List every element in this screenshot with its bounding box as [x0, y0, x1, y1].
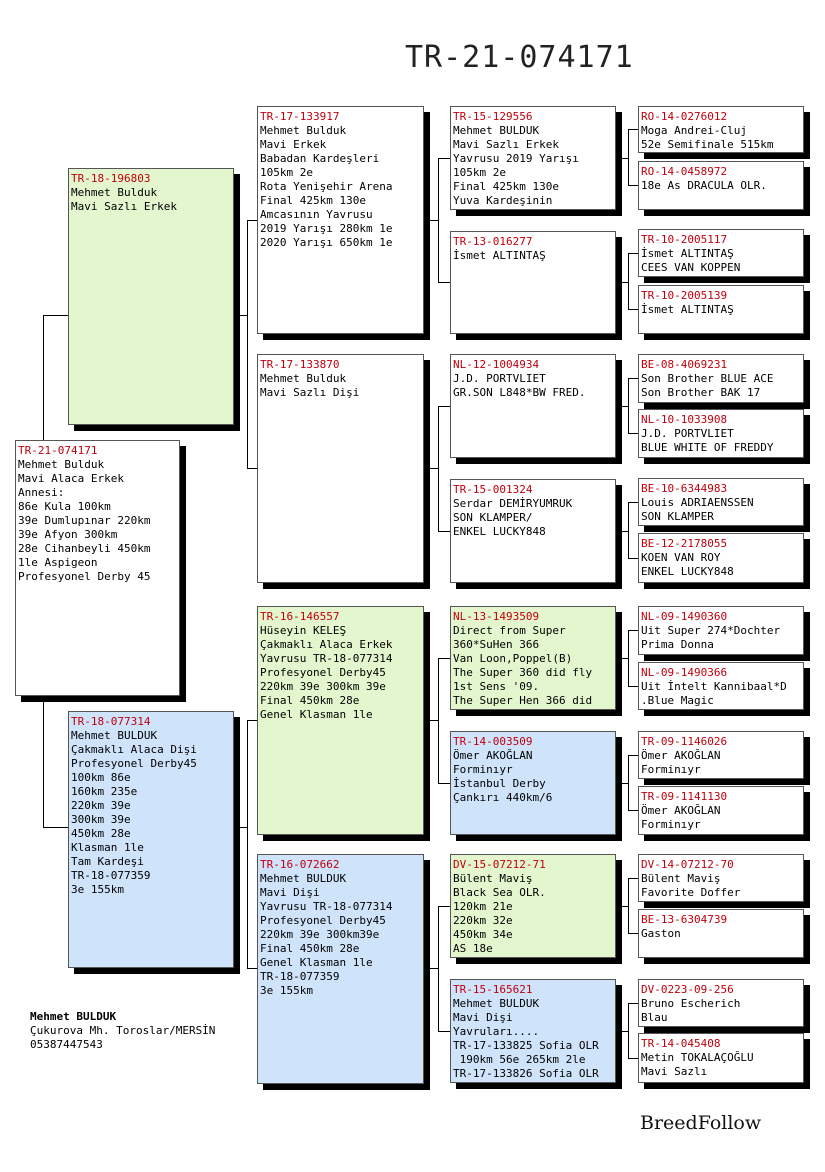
- pigeon-info-line: İsmet ALTINTAŞ: [641, 247, 734, 260]
- pigeon-info-line: Mehmet BULDUK: [453, 997, 540, 1010]
- pigeon-info-line: J.D. PORTVLIET: [453, 372, 546, 385]
- pigeon-info-line: Mavi Dişi: [453, 1011, 513, 1024]
- connector-line: [616, 1031, 628, 1032]
- pigeon-card-great-great-grandparent[interactable]: [638, 731, 804, 779]
- pigeon-card-grandparent[interactable]: [257, 854, 424, 1084]
- connector-line: [234, 827, 247, 828]
- pigeon-info-line: KOEN VAN ROY: [641, 551, 721, 564]
- pigeon-info-line: İsmet ALTINTAŞ: [641, 303, 734, 316]
- connector-line: [616, 531, 628, 532]
- pigeon-info-line: Mavi Erkek: [260, 138, 327, 151]
- ring-number: NL-09-1490366: [641, 666, 728, 679]
- ring-number: BE-10-6344983: [641, 482, 728, 495]
- connector-line: [438, 658, 450, 659]
- pigeon-info-line: Yuva Kardeşinin: [453, 194, 553, 207]
- pigeon-info-line: Bülent Maviş: [453, 872, 533, 885]
- ring-number: RO-14-0458972: [641, 165, 728, 178]
- owner-address: Çukurova Mh. Toroslar/MERSİN: [30, 1024, 216, 1037]
- brand-logo: BreedFollow: [640, 1112, 762, 1134]
- ring-number: TR-15-001324: [453, 483, 533, 496]
- pigeon-info-line: Amcasının Yavrusu: [260, 208, 373, 221]
- connector-line: [247, 720, 248, 968]
- pigeon-info-line: Forminıyr: [453, 763, 513, 776]
- connector-line: [247, 220, 257, 221]
- pigeon-info-line: Babadan Kardeşleri: [260, 152, 380, 165]
- connector-line: [438, 906, 450, 907]
- connector-line: [438, 282, 450, 283]
- connector-line: [628, 810, 638, 811]
- connector-line: [628, 129, 638, 130]
- pigeon-info-line: Final 425km 130e: [453, 180, 559, 193]
- pigeon-info-line: Mehmet Bulduk: [260, 372, 347, 385]
- pigeon-info-line: Mavi Alaca Erkek: [18, 472, 124, 485]
- owner-name: Mehmet BULDUK: [30, 1010, 117, 1023]
- ring-number: TR-21-074171: [18, 444, 98, 457]
- pigeon-info-line: ENKEL LUCKY848: [641, 565, 734, 578]
- pigeon-card-great-great-grandparent[interactable]: [638, 1033, 804, 1083]
- pigeon-card-great-grandparent[interactable]: [450, 479, 616, 583]
- pigeon-info-line: 1le Aspigeon: [18, 556, 98, 569]
- pigeon-card-great-great-grandparent[interactable]: [638, 533, 804, 583]
- pigeon-info-line: 2020 Yarışı 650km 1e: [260, 236, 393, 249]
- pigeon-info-line: Gaston: [641, 927, 681, 940]
- pigeon-card-great-grandparent[interactable]: [450, 231, 616, 334]
- pigeon-card-grandparent[interactable]: [257, 606, 424, 835]
- pigeon-info-line: Black Sea OLR.: [453, 886, 546, 899]
- pigeon-info-line: Yavrusu 2019 Yarışı: [453, 152, 579, 165]
- pigeon-info-line: Mavi Sazlı Erkek: [71, 200, 177, 213]
- connector-line: [628, 878, 638, 879]
- connector-line: [438, 158, 439, 282]
- pigeon-info-line: 100km 86e: [71, 771, 131, 784]
- connector-line: [43, 827, 68, 828]
- pigeon-info-line: Final 450km 28e: [260, 942, 360, 955]
- pigeon-card-great-great-grandparent[interactable]: [638, 409, 804, 458]
- pigeon-info-line: Genel Klasman 1le: [260, 708, 373, 721]
- pigeon-card-grandparent[interactable]: [257, 354, 424, 583]
- pigeon-info-line: Son Brother BAK 17: [641, 386, 761, 399]
- pigeon-info-line: 450km 28e: [71, 827, 131, 840]
- pigeon-info-line: Favorite Doffer: [641, 886, 741, 899]
- connector-line: [628, 630, 638, 631]
- pigeon-info-line: Tam Kardeşi: [71, 855, 144, 868]
- pigeon-info-line: Çakmaklı Alaca Erkek: [260, 638, 393, 651]
- pigeon-info-line: Çankırı 440km/6: [453, 791, 553, 804]
- pigeon-info-line: Ömer AKOĞLAN: [641, 749, 721, 762]
- connector-line: [234, 315, 247, 316]
- pigeon-info-line: Prima Donna: [641, 638, 714, 651]
- connector-line: [247, 968, 257, 969]
- connector-line: [616, 658, 628, 659]
- owner-phone: 05387447543: [30, 1038, 103, 1051]
- pigeon-info-line: 105km 2e: [453, 166, 506, 179]
- pigeon-card-great-grandparent[interactable]: [450, 854, 616, 958]
- ring-number: TR-09-1146026: [641, 735, 728, 748]
- ring-number: BE-12-2178055: [641, 537, 728, 550]
- ring-number: NL-12-1004934: [453, 358, 540, 371]
- pigeon-info-line: The Super Hen 366 did: [453, 694, 593, 707]
- pigeon-card-great-grandparent[interactable]: [450, 106, 616, 210]
- pigeon-info-line: 52e Semifinale 515km: [641, 138, 774, 151]
- pigeon-info-line: SON KLAMPER/: [453, 511, 533, 524]
- pigeon-info-line: 220km 39e 300km 39e: [260, 680, 386, 693]
- pigeon-info-line: Annesi:: [18, 486, 65, 499]
- ring-number: TR-18-196803: [71, 172, 151, 185]
- pigeon-info-line: Hüseyin KELEŞ: [260, 624, 347, 637]
- connector-line: [628, 253, 629, 309]
- pigeon-info-line: ENKEL LUCKY848: [453, 525, 546, 538]
- pigeon-info-line: 3e 155km: [260, 984, 313, 997]
- pigeon-card-great-grandparent[interactable]: [450, 354, 616, 458]
- pigeon-card-great-great-grandparent[interactable]: [638, 662, 804, 710]
- connector-line: [438, 406, 439, 531]
- pigeon-info-line: 220km 39e 300km39e: [260, 928, 380, 941]
- pigeon-info-line: 3e 155km: [71, 883, 124, 896]
- pigeon-info-line: Ömer AKOĞLAN: [453, 749, 533, 762]
- pigeon-info-line: TR-17-133826 Sofia OLR: [453, 1067, 599, 1080]
- pigeon-info-line: AS 18e: [453, 942, 493, 955]
- pigeon-info-line: TR-18-077359: [71, 869, 151, 882]
- connector-line: [43, 315, 68, 316]
- pigeon-info-line: Klasman 1le: [71, 841, 144, 854]
- pigeon-card-great-grandparent[interactable]: [450, 606, 616, 710]
- pigeon-info-line: Mehmet BULDUK: [260, 872, 347, 885]
- ring-number: NL-09-1490360: [641, 610, 728, 623]
- pigeon-info-line: Profesyonel Derby45: [260, 666, 386, 679]
- connector-line: [628, 933, 638, 934]
- ring-number: TR-15-165621: [453, 983, 533, 996]
- pigeon-card-great-great-grandparent[interactable]: [638, 478, 804, 526]
- pigeon-card-sire[interactable]: [68, 168, 234, 425]
- pigeon-info-line: 300km 39e: [71, 813, 131, 826]
- pigeon-info-line: İstanbul Derby: [453, 777, 546, 790]
- pigeon-info-line: Mavi Sazlı Dişi: [260, 386, 360, 399]
- connector-line: [424, 968, 438, 969]
- ring-number: DV-0223-09-256: [641, 983, 734, 996]
- connector-line: [424, 220, 438, 221]
- pigeon-info-line: 86e Kula 100km: [18, 500, 111, 513]
- pigeon-info-line: 360*SuHen 366: [453, 638, 540, 651]
- pigeon-info-line: .Blue Magic: [641, 694, 714, 707]
- pigeon-info-line: 1st Sens '09.: [453, 680, 540, 693]
- connector-line: [628, 755, 638, 756]
- connector-line: [628, 878, 629, 933]
- connector-line: [628, 502, 629, 558]
- pigeon-info-line: 160km 235e: [71, 785, 138, 798]
- connector-line: [247, 468, 257, 469]
- connector-line: [438, 783, 450, 784]
- connector-line: [628, 185, 638, 186]
- pigeon-info-line: Final 450km 28e: [260, 694, 360, 707]
- pigeon-info-line: Yavruları....: [453, 1025, 540, 1038]
- pigeon-info-line: Forminıyr: [641, 818, 701, 831]
- connector-line: [628, 755, 629, 810]
- pigeon-info-line: CEES VAN KOPPEN: [641, 261, 741, 274]
- pigeon-info-line: J.D. PORTVLIET: [641, 427, 734, 440]
- pigeon-card-great-great-grandparent[interactable]: [638, 979, 804, 1027]
- ring-number: NL-10-1033908: [641, 413, 728, 426]
- pigeon-info-line: Serdar DEMİRYUMRUK: [453, 497, 573, 510]
- pigeon-info-line: Bülent Maviş: [641, 872, 721, 885]
- connector-line: [628, 686, 638, 687]
- ring-number: TR-15-129556: [453, 110, 533, 123]
- connector-line: [628, 378, 638, 379]
- ring-number: TR-13-016277: [453, 235, 533, 248]
- connector-line: [628, 1003, 638, 1004]
- ring-number: DV-14-07212-70: [641, 858, 734, 871]
- connector-line: [616, 783, 628, 784]
- pigeon-info-line: Final 425km 130e: [260, 194, 366, 207]
- pigeon-info-line: Genel Klasman 1le: [260, 956, 373, 969]
- ring-number: TR-09-1141130: [641, 790, 728, 803]
- pigeon-card-great-great-grandparent[interactable]: [638, 285, 804, 334]
- connector-line: [628, 502, 638, 503]
- pigeon-info-line: Direct from Super: [453, 624, 566, 637]
- connector-line: [616, 282, 628, 283]
- pigeon-info-line: TR-18-077359: [260, 970, 340, 983]
- pigeon-card-great-great-grandparent[interactable]: [638, 909, 804, 958]
- pigeon-info-line: Mavi Dişi: [260, 886, 320, 899]
- pigeon-info-line: The Super 360 did fly: [453, 666, 593, 679]
- ring-number: TR-14-003509: [453, 735, 533, 748]
- ring-number: TR-16-146557: [260, 610, 340, 623]
- connector-line: [628, 129, 629, 185]
- pigeon-info-line: 450km 34e: [453, 928, 513, 941]
- pigeon-info-line: Profesyonel Derby45: [71, 757, 197, 770]
- ring-number: RO-14-0276012: [641, 110, 728, 123]
- pigeon-card-grandparent[interactable]: [257, 106, 424, 334]
- pigeon-info-line: Forminıyr: [641, 763, 701, 776]
- pigeon-info-line: Mehmet BULDUK: [71, 729, 158, 742]
- pigeon-info-line: Uit Super 274*Dochter: [641, 624, 781, 637]
- connector-line: [247, 220, 248, 468]
- ring-number: TR-18-077314: [71, 715, 151, 728]
- pigeon-info-line: 190km 56e 265km 2le: [453, 1053, 586, 1066]
- connector-line: [628, 433, 638, 434]
- connector-line: [628, 630, 629, 686]
- pigeon-info-line: Ömer AKOĞLAN: [641, 804, 721, 817]
- pigeon-card-great-grandparent[interactable]: [450, 731, 616, 835]
- pigeon-info-line: 39e Dumlupınar 220km: [18, 514, 151, 527]
- pigeon-card-great-great-grandparent[interactable]: [638, 854, 804, 902]
- connector-line: [628, 309, 638, 310]
- owner-info: [30, 1010, 215, 1052]
- pigeon-info-line: 220km 39e: [71, 799, 131, 812]
- pigeon-card-dam[interactable]: [68, 711, 234, 968]
- pigeon-info-line: Louis ADRIAENSSEN: [641, 496, 754, 509]
- ring-number: TR-14-045408: [641, 1037, 721, 1050]
- pigeon-card-subject[interactable]: [15, 440, 180, 696]
- pigeon-info-line: Metin TOKALAÇOĞLU: [641, 1051, 754, 1064]
- pigeon-info-line: SON KLAMPER: [641, 510, 714, 523]
- pigeon-card-great-great-grandparent[interactable]: [638, 106, 804, 153]
- pigeon-card-great-great-grandparent[interactable]: [638, 229, 804, 277]
- pigeon-info-line: 220km 32e: [453, 914, 513, 927]
- ring-number: TR-10-2005139: [641, 289, 728, 302]
- ring-number: NL-13-1493509: [453, 610, 540, 623]
- pedigree-title: TR-21-074171: [405, 40, 634, 75]
- connector-line: [438, 906, 439, 1031]
- pigeon-info-line: TR-17-133825 Sofia OLR: [453, 1039, 599, 1052]
- pigeon-info-line: Rota Yenişehir Arena: [260, 180, 393, 193]
- pigeon-info-line: 120km 21e: [453, 900, 513, 913]
- connector-line: [616, 158, 628, 159]
- connector-line: [247, 720, 257, 721]
- connector-line: [438, 1031, 450, 1032]
- ring-number: TR-17-133917: [260, 110, 340, 123]
- pigeon-card-great-great-grandparent[interactable]: [638, 354, 804, 403]
- connector-line: [616, 406, 628, 407]
- pigeon-info-line: Mehmet Bulduk: [260, 124, 347, 137]
- pigeon-info-line: Uit İntelt Kannibaal*D: [641, 680, 787, 693]
- pigeon-info-line: Blau: [641, 1011, 668, 1024]
- connector-line: [628, 253, 638, 254]
- connector-line: [438, 406, 450, 407]
- connector-line: [438, 658, 439, 783]
- pigeon-info-line: Mavi Sazlı: [641, 1065, 708, 1078]
- ring-number: TR-16-072662: [260, 858, 340, 871]
- pigeon-info-line: Profesyonel Derby 45: [18, 570, 151, 583]
- ring-number: TR-10-2005117: [641, 233, 728, 246]
- pigeon-info-line: 28e Cihanbeyli 450km: [18, 542, 151, 555]
- pigeon-info-line: Van Loon,Poppel(B): [453, 652, 573, 665]
- pigeon-info-line: GR.SON L848*BW FRED.: [453, 386, 586, 399]
- pigeon-card-great-great-grandparent[interactable]: [638, 786, 804, 835]
- pigeon-card-great-grandparent[interactable]: [450, 979, 616, 1083]
- connector-line: [438, 531, 450, 532]
- pigeon-info-line: 18e As DRACULA OLR.: [641, 179, 767, 192]
- pigeon-info-line: 105km 2e: [260, 166, 313, 179]
- connector-line: [424, 720, 438, 721]
- pigeon-info-line: Mavi Sazlı Erkek: [453, 138, 559, 151]
- pigeon-card-great-great-grandparent[interactable]: [638, 606, 804, 655]
- ring-number: BE-13-6304739: [641, 913, 728, 926]
- pigeon-info-line: İsmet ALTINTAŞ: [453, 249, 546, 262]
- connector-line: [628, 558, 638, 559]
- pigeon-info-line: Mehmet BULDUK: [453, 124, 540, 137]
- pigeon-card-great-great-grandparent[interactable]: [638, 161, 804, 210]
- connector-line: [438, 158, 450, 159]
- pigeon-info-line: Bruno Escherich: [641, 997, 741, 1010]
- connector-line: [424, 468, 438, 469]
- pigeon-info-line: Moga Andrei-Cluj: [641, 124, 747, 137]
- connector-line: [616, 906, 628, 907]
- connector-line: [628, 1003, 629, 1058]
- pigeon-info-line: 39e Afyon 300km: [18, 528, 118, 541]
- pigeon-info-line: Yavrusu TR-18-077314: [260, 900, 393, 913]
- ring-number: TR-17-133870: [260, 358, 340, 371]
- ring-number: BE-08-4069231: [641, 358, 728, 371]
- pigeon-info-line: Çakmaklı Alaca Dişi: [71, 743, 197, 756]
- pigeon-info-line: Mehmet Bulduk: [71, 186, 158, 199]
- pigeon-info-line: 2019 Yarışı 280km 1e: [260, 222, 393, 235]
- connector-line: [628, 1058, 638, 1059]
- pigeon-info-line: Mehmet Bulduk: [18, 458, 105, 471]
- connector-line: [628, 378, 629, 433]
- pigeon-info-line: Profesyonel Derby45: [260, 914, 386, 927]
- ring-number: DV-15-07212-71: [453, 858, 546, 871]
- pigeon-info-line: Yavrusu TR-18-077314: [260, 652, 393, 665]
- pigeon-info-line: BLUE WHITE OF FREDDY: [641, 441, 774, 454]
- pigeon-info-line: Son Brother BLUE ACE: [641, 372, 774, 385]
